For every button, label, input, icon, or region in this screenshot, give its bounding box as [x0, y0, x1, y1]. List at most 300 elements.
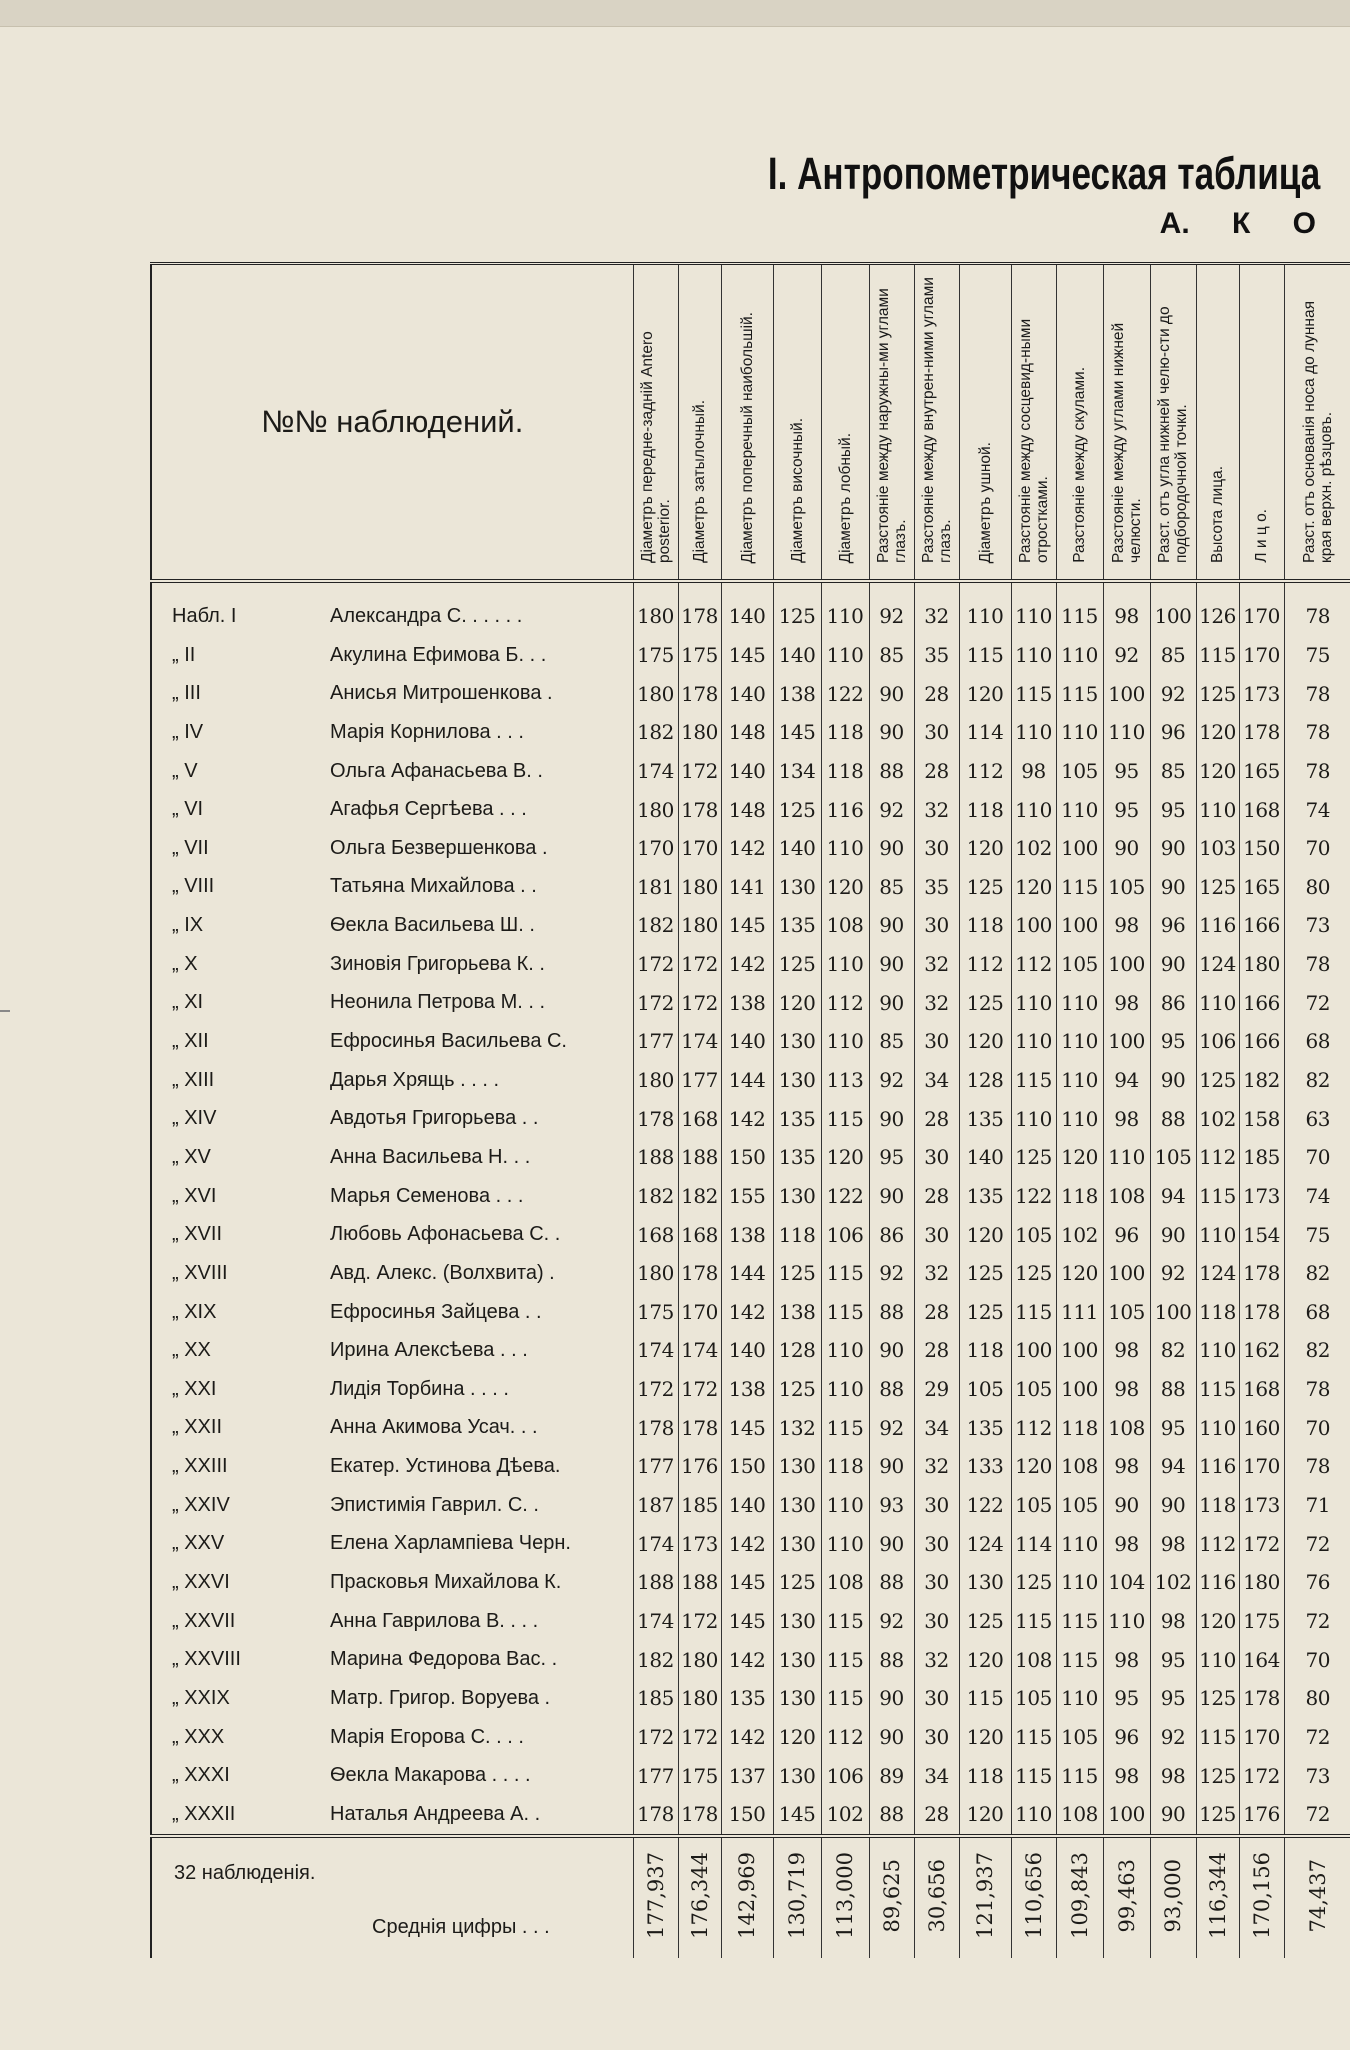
measurement-cell: 173 [1239, 1486, 1284, 1525]
observation-cell [151, 867, 633, 906]
column-header: Разстояніе между скулами. [1056, 264, 1103, 582]
table-row [151, 1408, 1350, 1447]
measurement-cell: 125 [1011, 1254, 1056, 1293]
measurement-cell: 110 [1056, 1524, 1103, 1563]
column-header: Діаметръ передне-задній Antero posterior. [633, 264, 678, 582]
measurement-cell: 92 [1150, 1254, 1196, 1293]
measurement-cell: 150 [721, 1138, 773, 1177]
measurement-cell: 90 [869, 945, 914, 984]
measurement-cell: 90 [869, 1524, 914, 1563]
measurement-cell: 92 [1103, 636, 1150, 675]
measurement-cell: 145 [721, 1602, 773, 1641]
measurement-cell: 110 [1196, 983, 1239, 1022]
measurement-cell: 178 [678, 1795, 721, 1836]
measurement-cell: 95 [1150, 1679, 1196, 1718]
measurement-cell: 125 [773, 597, 821, 636]
measurement-cell: 174 [678, 1022, 721, 1061]
measurement-cell: 118 [959, 1331, 1011, 1370]
measurement-cell: 120 [1196, 713, 1239, 752]
subject-name: Александра С. . . . . . [330, 605, 523, 627]
table-row [151, 1486, 1350, 1525]
measurement-cell: 108 [1011, 1640, 1056, 1679]
mean-value: 30,656 [914, 1836, 959, 1958]
observation-number: „ XXVI [172, 1571, 230, 1594]
observation-cell [151, 713, 633, 752]
measurement-cell: 78 [1284, 713, 1350, 752]
observations-header: №№ наблюдений. [151, 264, 633, 582]
measurement-cell: 72 [1284, 1795, 1350, 1836]
measurement-cell: 100 [1011, 906, 1056, 945]
measurement-cell: 92 [869, 790, 914, 829]
measurement-cell: 108 [1103, 1177, 1150, 1216]
measurement-cell: 172 [633, 1718, 678, 1757]
measurement-cell: 105 [1011, 1486, 1056, 1525]
measurement-cell: 125 [1011, 1563, 1056, 1602]
page-title: I. Антропометрическая таблица [767, 148, 1320, 199]
measurement-cell: 174 [633, 1524, 678, 1563]
observation-number: „ XIX [172, 1300, 217, 1323]
column-header: Разст. отъ основанія носа до лунная края верхн. рѣзцовъ. [1284, 264, 1350, 582]
observation-number: „ XXIII [172, 1455, 228, 1478]
mean-value: 130,719 [773, 1836, 821, 1958]
measurement-cell: 98 [1103, 597, 1150, 636]
measurement-cell: 142 [721, 1293, 773, 1332]
measurement-cell: 188 [678, 1138, 721, 1177]
measurement-cell: 78 [1284, 1447, 1350, 1486]
subject-name: Эпистимія Гаврил. С. . [330, 1493, 539, 1516]
measurement-cell: 118 [821, 1447, 869, 1486]
measurement-cell: 178 [633, 1408, 678, 1447]
measurement-cell: 125 [959, 1254, 1011, 1293]
measurement-cell: 90 [1150, 945, 1196, 984]
measurement-cell: 95 [1150, 790, 1196, 829]
measurement-cell: 100 [1103, 1022, 1150, 1061]
observation-number: „ XXVIII [172, 1648, 241, 1671]
measurement-cell: 98 [1103, 983, 1150, 1022]
measurement-cell: 120 [821, 867, 869, 906]
measurement-cell: 137 [721, 1756, 773, 1795]
measurement-cell: 63 [1284, 1099, 1350, 1138]
measurement-cell: 115 [1056, 867, 1103, 906]
observation-number: „ XXII [172, 1416, 223, 1439]
measurement-cell: 174 [633, 1602, 678, 1641]
measurement-cell: 125 [773, 1370, 821, 1409]
measurement-cell: 170 [1239, 1447, 1284, 1486]
subject-name: Любовь Афонасьева С. . [330, 1223, 561, 1246]
measurement-cell: 180 [1239, 1563, 1284, 1602]
measurement-cell: 89 [869, 1756, 914, 1795]
measurement-cell: 30 [914, 1602, 959, 1641]
measurement-cell: 172 [678, 983, 721, 1022]
subject-name: Анна Гаврилова В. . . . [330, 1609, 539, 1632]
measurement-cell: 70 [1284, 1138, 1350, 1177]
average-label: Среднія цифры . . . [372, 1915, 550, 1938]
measurement-cell: 105 [1103, 1293, 1150, 1332]
mean-value: 74,437 [1284, 1836, 1350, 1958]
measurement-cell: 100 [1103, 674, 1150, 713]
measurement-cell: 114 [1011, 1524, 1056, 1563]
observation-cell [151, 1138, 633, 1177]
measurement-cell: 144 [721, 1254, 773, 1293]
observation-cell [151, 1061, 633, 1100]
measurement-cell: 28 [914, 1331, 959, 1370]
measurement-cell: 164 [1239, 1640, 1284, 1679]
measurement-cell: 142 [721, 1718, 773, 1757]
measurement-cell: 174 [633, 1331, 678, 1370]
measurement-cell: 165 [1239, 752, 1284, 791]
table-row [151, 1138, 1350, 1177]
measurement-cell: 162 [1239, 1331, 1284, 1370]
table-row [151, 906, 1350, 945]
measurement-cell: 145 [773, 1795, 821, 1836]
measurement-cell: 90 [869, 906, 914, 945]
measurement-cell: 90 [1150, 829, 1196, 868]
observation-number: „ XXIX [172, 1686, 230, 1709]
table-row [151, 1602, 1350, 1641]
measurement-cell: 102 [821, 1795, 869, 1836]
measurement-cell: 110 [1103, 1602, 1150, 1641]
measurement-cell: 32 [914, 945, 959, 984]
measurement-cell: 98 [1011, 752, 1056, 791]
page-subtitle: А. К О [1159, 207, 1316, 240]
measurement-cell: 115 [821, 1099, 869, 1138]
observation-number: „ V [172, 759, 198, 782]
measurement-cell: 90 [869, 713, 914, 752]
observation-number: „ XVII [172, 1223, 223, 1246]
measurement-cell: 108 [821, 906, 869, 945]
subject-name: Агафья Сергѣева . . . [330, 798, 527, 821]
observation-number: „ XVIII [172, 1261, 228, 1284]
measurement-cell: 118 [773, 1215, 821, 1254]
measurement-cell: 115 [821, 1640, 869, 1679]
measurement-cell: 115 [1196, 1370, 1239, 1409]
measurement-cell: 177 [633, 1447, 678, 1486]
measurement-cell: 105 [1056, 1718, 1103, 1757]
measurement-cell: 124 [959, 1524, 1011, 1563]
measurement-cell: 85 [1150, 636, 1196, 675]
observation-cell [151, 1331, 633, 1370]
measurement-cell: 130 [773, 1679, 821, 1718]
measurement-cell: 34 [914, 1408, 959, 1447]
measurement-cell: 90 [1150, 867, 1196, 906]
column-header: Разстояніе между углами нижней челюсти. [1103, 264, 1150, 582]
measurement-cell: 96 [1103, 1215, 1150, 1254]
mean-value: 170,156 [1239, 1836, 1284, 1958]
subject-name: Прасковья Михайлова К. [330, 1571, 562, 1594]
measurement-cell: 100 [1056, 906, 1103, 945]
subject-name: Акулина Ефимова Б. . . [330, 643, 547, 666]
measurement-cell: 138 [721, 983, 773, 1022]
observation-number: „ XXVII [172, 1609, 236, 1632]
measurement-cell: 115 [1196, 1718, 1239, 1757]
measurement-cell: 125 [1011, 1138, 1056, 1177]
measurement-cell: 90 [1150, 1215, 1196, 1254]
measurement-cell: 130 [773, 1061, 821, 1100]
measurement-cell: 180 [678, 1640, 721, 1679]
measurement-cell: 120 [773, 1718, 821, 1757]
subject-name: Татьяна Михайлова . . [330, 875, 537, 898]
measurement-cell: 110 [1011, 1022, 1056, 1061]
measurement-cell: 110 [1056, 1563, 1103, 1602]
measurement-cell: 92 [869, 597, 914, 636]
measurement-cell: 98 [1103, 906, 1150, 945]
measurement-cell: 102 [1196, 1099, 1239, 1138]
measurement-cell: 115 [1056, 1640, 1103, 1679]
measurement-cell: 178 [678, 1408, 721, 1447]
summary-labels [151, 1836, 633, 1958]
measurement-cell: 115 [821, 1408, 869, 1447]
measurement-cell: 116 [1196, 1563, 1239, 1602]
column-header: Разстояніе между сосцевид-ными отростками. [1011, 264, 1056, 582]
measurement-cell: 110 [821, 1022, 869, 1061]
measurement-cell: 172 [1239, 1756, 1284, 1795]
table-row [151, 983, 1350, 1022]
measurement-cell: 140 [773, 829, 821, 868]
column-header: Діаметръ ушной. [959, 264, 1011, 582]
table-row [151, 1447, 1350, 1486]
measurement-cell: 166 [1239, 983, 1284, 1022]
measurement-cell: 28 [914, 752, 959, 791]
measurement-cell: 122 [821, 674, 869, 713]
measurement-cell: 168 [1239, 790, 1284, 829]
measurement-cell: 110 [1103, 1138, 1150, 1177]
measurement-cell: 178 [1239, 1293, 1284, 1332]
measurement-cell: 29 [914, 1370, 959, 1409]
measurement-cell: 28 [914, 1795, 959, 1836]
measurement-cell: 112 [1196, 1524, 1239, 1563]
subject-name: Авд. Алекс. (Волхвита) . [330, 1261, 555, 1284]
measurement-cell: 95 [1103, 1679, 1150, 1718]
measurement-cell: 85 [869, 867, 914, 906]
measurement-cell: 135 [773, 1099, 821, 1138]
measurement-cell: 78 [1284, 1370, 1350, 1409]
measurement-cell: 100 [1011, 1331, 1056, 1370]
measurement-cell: 98 [1103, 1756, 1150, 1795]
measurement-cell: 130 [773, 1447, 821, 1486]
measurement-cell: 74 [1284, 1177, 1350, 1216]
measurement-cell: 144 [721, 1061, 773, 1100]
measurement-cell: 85 [869, 636, 914, 675]
measurement-cell: 34 [914, 1061, 959, 1100]
measurement-cell: 135 [959, 1099, 1011, 1138]
table-row [151, 1331, 1350, 1370]
measurement-cell: 95 [1103, 752, 1150, 791]
measurement-cell: 120 [959, 1022, 1011, 1061]
table-row [151, 752, 1350, 791]
subject-name: Дарья Хрящь . . . . [330, 1068, 499, 1091]
measurement-cell: 172 [678, 945, 721, 984]
measurement-cell: 110 [821, 636, 869, 675]
subject-name: Марина Федорова Вас. . [330, 1648, 558, 1671]
measurement-cell: 100 [1056, 1331, 1103, 1370]
measurement-cell: 181 [633, 867, 678, 906]
measurement-cell: 116 [1196, 906, 1239, 945]
measurement-cell: 112 [821, 1718, 869, 1757]
measurement-cell: 73 [1284, 906, 1350, 945]
table-row [151, 1022, 1350, 1061]
measurement-cell: 112 [1011, 1408, 1056, 1447]
measurement-cell: 88 [869, 1293, 914, 1332]
measurement-cell: 74 [1284, 790, 1350, 829]
measurement-cell: 72 [1284, 1718, 1350, 1757]
measurement-cell: 30 [914, 1524, 959, 1563]
measurement-cell: 115 [959, 1679, 1011, 1718]
measurement-cell: 140 [773, 636, 821, 675]
measurement-cell: 166 [1239, 1022, 1284, 1061]
measurement-cell: 105 [1011, 1679, 1056, 1718]
measurement-cell: 82 [1284, 1061, 1350, 1100]
measurement-cell: 142 [721, 1524, 773, 1563]
measurement-cell: 95 [869, 1138, 914, 1177]
observation-number: „ VI [172, 798, 204, 821]
measurement-cell: 175 [678, 636, 721, 675]
measurement-cell: 115 [1011, 674, 1056, 713]
anthropometric-table [150, 262, 1350, 1958]
observation-cell [151, 1215, 633, 1254]
measurement-cell: 115 [1011, 1293, 1056, 1332]
table-row [151, 829, 1350, 868]
measurement-cell: 90 [869, 983, 914, 1022]
table-row [151, 945, 1350, 984]
observation-number: „ XXX [172, 1725, 225, 1748]
measurement-cell: 96 [1150, 906, 1196, 945]
measurement-cell: 182 [633, 1640, 678, 1679]
measurement-cell: 32 [914, 597, 959, 636]
observation-number: „ II [172, 643, 196, 666]
measurement-cell: 88 [1150, 1370, 1196, 1409]
measurement-cell: 30 [914, 713, 959, 752]
measurement-cell: 175 [633, 636, 678, 675]
measurement-cell: 88 [869, 752, 914, 791]
measurement-cell: 115 [1056, 1756, 1103, 1795]
measurement-cell: 142 [721, 1099, 773, 1138]
measurement-cell: 138 [721, 1215, 773, 1254]
measurement-cell: 92 [869, 1061, 914, 1100]
measurement-cell: 177 [678, 1061, 721, 1100]
measurement-cell: 32 [914, 1254, 959, 1293]
measurement-cell: 125 [773, 1563, 821, 1602]
measurement-cell: 85 [1150, 752, 1196, 791]
measurement-cell: 110 [1011, 1795, 1056, 1836]
measurement-cell: 140 [721, 752, 773, 791]
column-header: Разст. отъ угла нижней челю-сти до подбородочной точки. [1150, 264, 1196, 582]
observation-count: 32 наблюденія. [174, 1861, 316, 1884]
summary-row [151, 1836, 1350, 1958]
measurement-cell: 125 [1196, 1061, 1239, 1100]
observation-cell [151, 1563, 633, 1602]
measurement-cell: 158 [1239, 1099, 1284, 1138]
observation-cell [151, 1679, 633, 1718]
measurement-cell: 88 [869, 1640, 914, 1679]
measurement-cell: 148 [721, 790, 773, 829]
observation-number: „ XIII [172, 1068, 215, 1091]
table-row [151, 1293, 1350, 1332]
measurement-cell: 115 [959, 636, 1011, 675]
subject-name: Анна Васильева Н. . . [330, 1145, 531, 1168]
observation-cell [151, 829, 633, 868]
measurement-cell: 32 [914, 983, 959, 1022]
measurement-cell: 110 [1056, 1022, 1103, 1061]
measurement-cell: 78 [1284, 945, 1350, 984]
measurement-cell: 88 [869, 1795, 914, 1836]
measurement-cell: 141 [721, 867, 773, 906]
measurement-cell: 106 [1196, 1022, 1239, 1061]
measurement-cell: 140 [959, 1138, 1011, 1177]
measurement-cell: 118 [959, 906, 1011, 945]
measurement-cell: 110 [1196, 790, 1239, 829]
table-row [151, 1640, 1350, 1679]
measurement-cell: 110 [1056, 1099, 1103, 1138]
measurement-cell: 180 [1239, 945, 1284, 984]
observation-number: „ XXXII [172, 1802, 236, 1825]
subject-name: Зиновія Григорьева К. . [330, 952, 545, 975]
mean-value: 113,000 [821, 1836, 869, 1958]
subject-name: Ѳекла Макарова . . . . [330, 1764, 531, 1787]
measurement-cell: 175 [633, 1293, 678, 1332]
observation-number: „ X [172, 952, 198, 975]
subject-name: Ирина Алексѣева . . . [330, 1339, 528, 1362]
measurement-cell: 110 [1056, 1679, 1103, 1718]
observation-cell [151, 1756, 633, 1795]
measurement-cell: 172 [678, 752, 721, 791]
measurement-cell: 150 [1239, 829, 1284, 868]
measurement-cell: 135 [773, 1138, 821, 1177]
observation-cell [151, 1370, 633, 1409]
measurement-cell: 92 [1150, 674, 1196, 713]
mean-value: 93,000 [1150, 1836, 1196, 1958]
measurement-cell: 125 [1196, 1795, 1239, 1836]
subject-name: Авдотья Григорьева . . [330, 1107, 539, 1130]
table-row [151, 867, 1350, 906]
measurement-cell: 178 [1239, 1679, 1284, 1718]
mean-value: 99,463 [1103, 1836, 1150, 1958]
measurement-cell: 106 [821, 1756, 869, 1795]
column-header: Діаметръ височный. [773, 264, 821, 582]
measurement-cell: 72 [1284, 983, 1350, 1022]
measurement-cell: 110 [1103, 713, 1150, 752]
measurement-cell: 110 [821, 597, 869, 636]
mean-value: 176,344 [678, 1836, 721, 1958]
measurement-cell: 95 [1150, 1640, 1196, 1679]
measurement-cell: 125 [773, 1254, 821, 1293]
measurement-cell: 154 [1239, 1215, 1284, 1254]
measurement-cell: 94 [1150, 1177, 1196, 1216]
measurement-cell: 30 [914, 1486, 959, 1525]
measurement-cell: 110 [1011, 983, 1056, 1022]
measurement-cell: 177 [633, 1756, 678, 1795]
measurement-cell: 116 [1196, 1447, 1239, 1486]
measurement-cell: 174 [633, 752, 678, 791]
measurement-cell: 168 [678, 1099, 721, 1138]
observation-number: „ XI [172, 991, 204, 1014]
measurement-cell: 118 [821, 713, 869, 752]
measurement-cell: 115 [1011, 1061, 1056, 1100]
measurement-cell: 28 [914, 1293, 959, 1332]
subject-name: Марія Корнилова . . . [330, 720, 524, 743]
subject-name: Ефросинья Зайцева . . [330, 1300, 542, 1323]
measurement-cell: 92 [1150, 1718, 1196, 1757]
measurement-cell: 120 [1011, 1447, 1056, 1486]
measurement-cell: 115 [821, 1679, 869, 1718]
measurement-cell: 104 [1103, 1563, 1150, 1602]
subject-name: Ѳекла Васильева Ш. . [330, 914, 535, 937]
table-row [151, 597, 1350, 636]
measurement-cell: 98 [1103, 1331, 1150, 1370]
measurement-cell: 68 [1284, 1022, 1350, 1061]
measurement-cell: 126 [1196, 597, 1239, 636]
measurement-cell: 178 [1239, 1254, 1284, 1293]
measurement-cell: 78 [1284, 597, 1350, 636]
